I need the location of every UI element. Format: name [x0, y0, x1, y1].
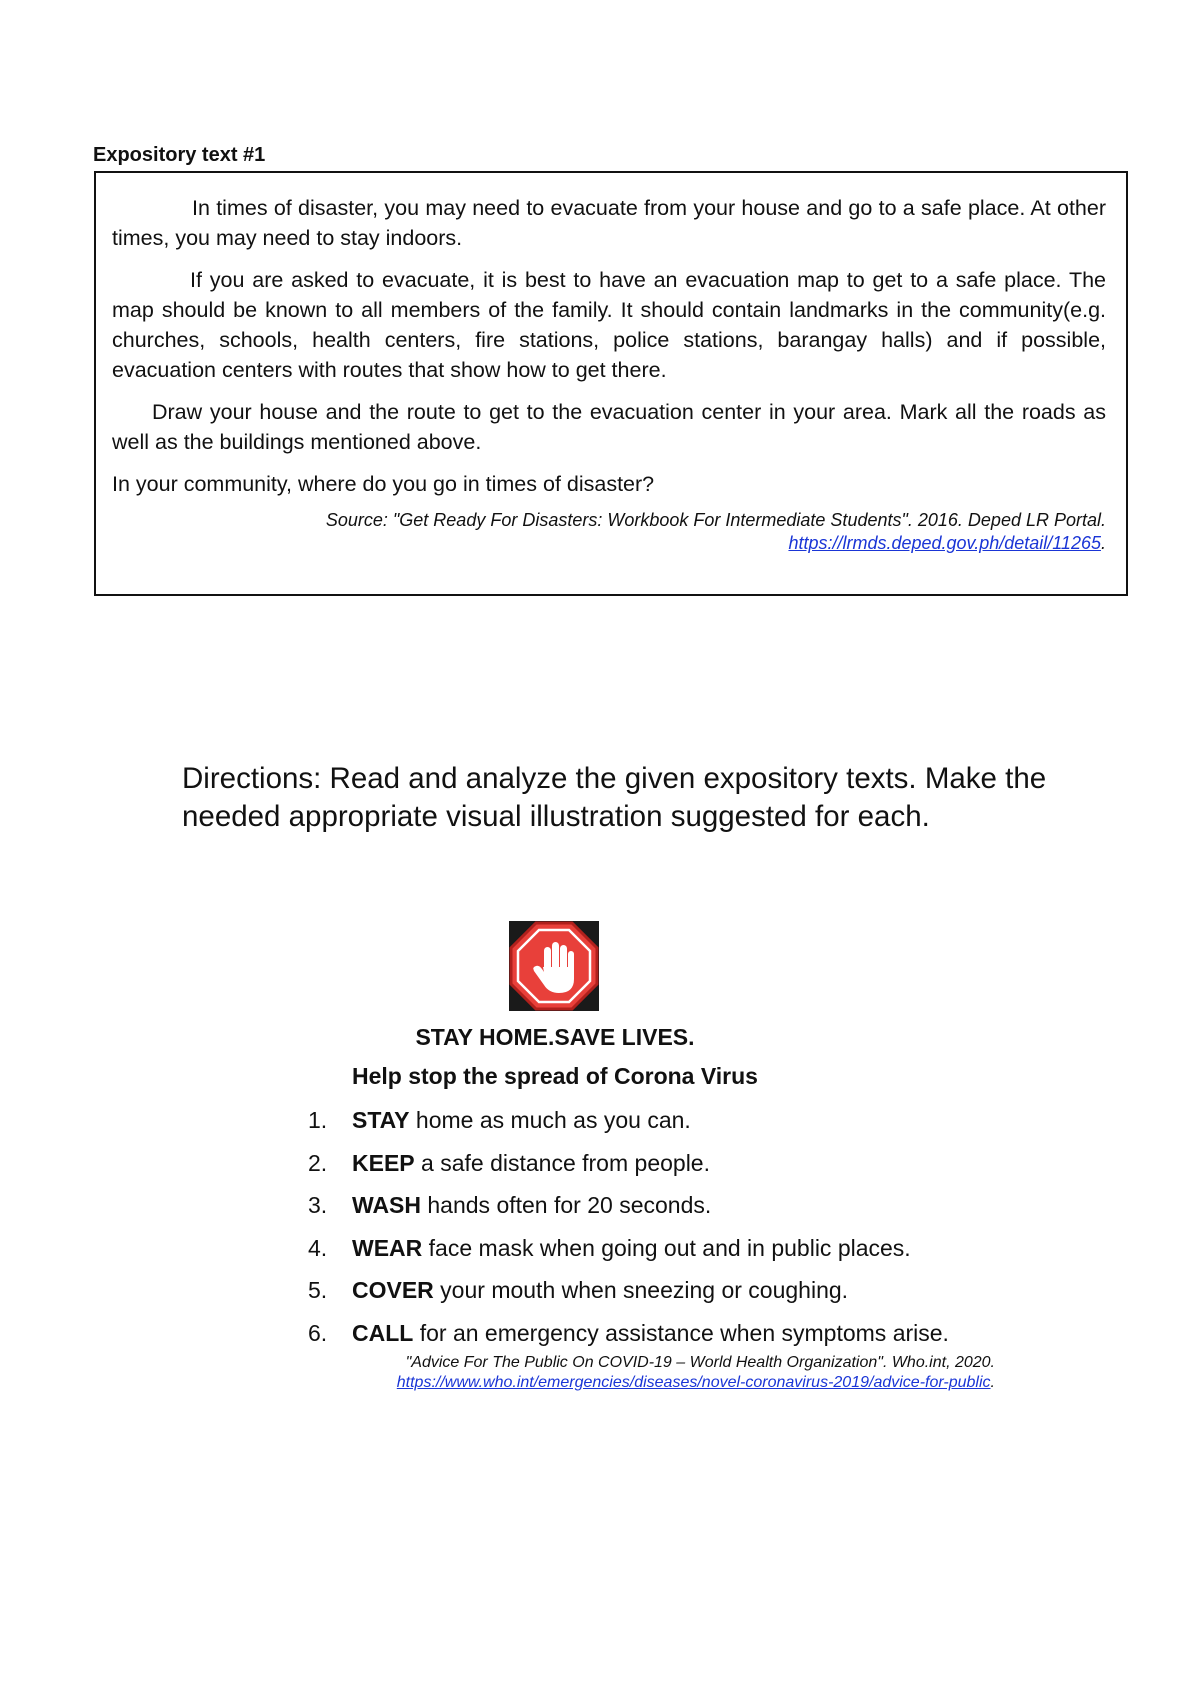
list-item	[308, 1276, 949, 1319]
expository-heading: Expository text #1	[93, 144, 266, 166]
item-text: your mouth when sneezing or coughing.	[433, 1277, 849, 1303]
expository-text-box	[94, 171, 1128, 596]
list-item	[308, 1149, 949, 1192]
item-keyword: COVER	[352, 1277, 434, 1303]
poster-title: STAY HOME.SAVE LIVES.	[415, 1024, 695, 1050]
expository-source-text: Source: "Get Ready For Disasters: Workbook For Intermediate Students". 2016. Deped LR Portal.	[325, 510, 1106, 530]
item-keyword: CALL	[352, 1319, 414, 1346]
list-item	[308, 1234, 949, 1277]
expository-source-link[interactable]: https://lrmds.deped.gov.ph/detail/11265	[788, 533, 1101, 553]
item-number: 6.	[308, 1319, 328, 1346]
item-text: for an emergency assistance when symptoms arise.	[413, 1319, 949, 1346]
item-text: face mask when going out and in public places.	[422, 1234, 911, 1261]
expository-paragraph: In times of disaster, you may need to evacuate from your house and go to a safe place. At other times, you may need to stay indoors.	[112, 196, 1106, 250]
item-keyword: WEAR	[352, 1234, 423, 1261]
tips-list	[308, 1106, 949, 1361]
item-number: 4.	[308, 1234, 328, 1261]
item-text: hands often for 20 seconds.	[421, 1192, 712, 1218]
who-source-link[interactable]: https://www.who.int/emergencies/diseases/novel-coronavirus-2019/advice-for-public	[396, 1374, 991, 1391]
poster-subtitle: Help stop the spread of Corona Virus	[352, 1063, 758, 1089]
stop-hand-icon	[509, 921, 599, 1011]
expository-source-link-end: .	[1100, 533, 1106, 553]
item-keyword: KEEP	[352, 1149, 415, 1176]
directions-text: Directions: Read and analyze the given expository texts. Make the needed appropriate visual illustration suggested for each.	[182, 762, 1047, 833]
item-keyword: STAY	[352, 1107, 410, 1133]
expository-question: In your community, where do you go in times of disaster?	[112, 472, 655, 496]
expository-paragraph: Draw your house and the route to get to the evacuation center in your area. Mark all the roads as well as the buildings mentioned above.	[112, 400, 1106, 454]
item-text: home as much as you can.	[409, 1107, 691, 1133]
item-number: 2.	[308, 1149, 328, 1176]
who-source	[320, 1353, 995, 1393]
expository-paragraph: If you are asked to evacuate, it is best to have an evacuation map to get to a safe place. The map should be known to all members of the family. It should contain landmarks in the community(e.g. churches, schools, health centers, fire stations, police stations, barangay halls) and if possible, evacuation centers with routes that show how to get there.	[112, 268, 1106, 382]
who-source-link-end: .	[990, 1374, 995, 1391]
item-keyword: WASH	[352, 1192, 421, 1218]
expository-source	[112, 509, 1106, 555]
item-number: 3.	[308, 1192, 328, 1218]
item-number: 5.	[308, 1277, 328, 1303]
item-number: 1.	[308, 1107, 328, 1133]
who-source-text: "Advice For The Public On COVID-19 – World Health Organization". Who.int, 2020.	[405, 1354, 995, 1371]
list-item	[308, 1191, 949, 1234]
list-item	[308, 1106, 949, 1149]
item-text: a safe distance from people.	[414, 1149, 710, 1176]
